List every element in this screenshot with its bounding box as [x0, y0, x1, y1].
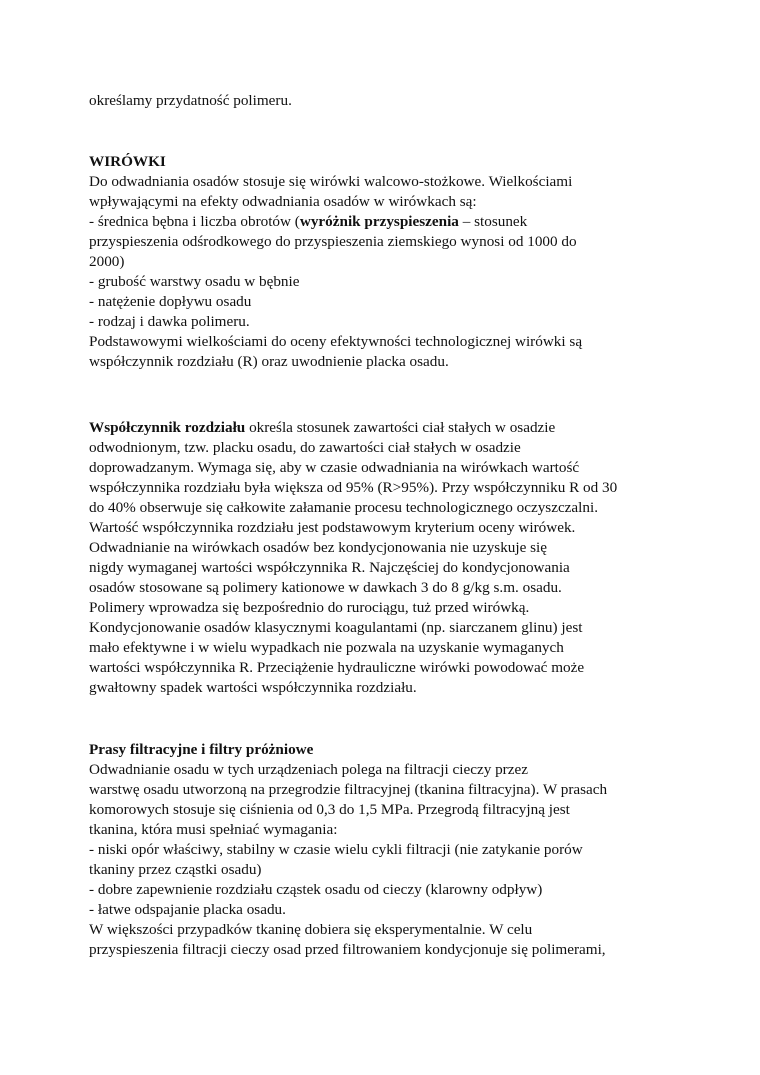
- list-item-line: - dobre zapewnienie rozdziału cząstek osadu od cieczy (klarowny odpływ): [89, 881, 543, 898]
- paragraph-line: przyspieszenia odśrodkowego do przyspieszenia ziemskiego wynosi od 1000 do: [89, 233, 577, 250]
- text-run: – stosunek: [458, 213, 528, 230]
- paragraph-line: doprowadzanym. Wymaga się, aby w czasie odwadniania na wirówkach wartość: [89, 459, 580, 476]
- paragraph-line: wpływającymi na efekty odwadniania osadów w wirówkach są:: [89, 193, 477, 210]
- text-run: - średnica bębna i liczba obrotów (: [89, 213, 300, 230]
- bold-term: wyróżnik przyspieszenia: [299, 213, 459, 230]
- paragraph-line: Podstawowymi wielkościami do oceny efektywności technologicznej wirówki są: [89, 333, 583, 350]
- paragraph-line: W większości przypadków tkaninę dobiera się eksperymentalnie. W celu: [89, 921, 533, 938]
- paragraph-line: wartości współczynnika R. Przeciążenie hydrauliczne wirówki powodować może: [89, 659, 585, 676]
- paragraph-line: tkaniny przez cząstki osadu): [89, 861, 262, 878]
- paragraph-line: [89, 418, 555, 438]
- paragraph-line: Polimery wprowadza się bezpośrednio do rurociągu, tuż przed wirówką.: [89, 599, 530, 616]
- paragraph-line: osadów stosowane są polimery kationowe w dawkach 3 do 8 g/kg s.m. osadu.: [89, 579, 562, 596]
- paragraph-line: komorowych stosuje się ciśnienia od 0,3 do 1,5 MPa. Przegrodą filtracyjną jest: [89, 801, 570, 818]
- paragraph-line: określamy przydatność polimeru.: [89, 92, 292, 109]
- text-run: określa stosunek zawartości ciał stałych w osadzie: [245, 419, 556, 436]
- paragraph-line: współczynnika rozdziału była większa od 95% (R>95%). Przy współczynniku R od 30: [89, 479, 618, 496]
- paragraph-line: Odwadnianie na wirówkach osadów bez kondycjonowania nie uzyskuje się: [89, 539, 548, 556]
- paragraph-line: Wartość współczynnika rozdziału jest podstawowym kryterium oceny wirówek.: [89, 519, 576, 536]
- list-item-line: - łatwe odspajanie placka osadu.: [89, 901, 286, 918]
- list-item-line: - grubość warstwy osadu w bębnie: [89, 273, 300, 290]
- paragraph-line: do 40% obserwuje się całkowite załamanie procesu technologicznego oczyszczalni.: [89, 499, 598, 516]
- paragraph-line: odwodnionym, tzw. placku osadu, do zawartości ciał stałych w osadzie: [89, 439, 521, 456]
- list-item-line: - rodzaj i dawka polimeru.: [89, 313, 250, 330]
- paragraph-line: 2000): [89, 253, 125, 270]
- paragraph-line: warstwę osadu utworzoną na przegrodzie filtracyjnej (tkanina filtracyjna). W prasach: [89, 781, 608, 798]
- paragraph-line: Odwadnianie osadu w tych urządzeniach polega na filtracji cieczy przez: [89, 761, 528, 778]
- list-item-line: [89, 212, 527, 232]
- paragraph-line: Kondycjonowanie osadów klasycznymi koagulantami (np. siarczanem glinu) jest: [89, 619, 583, 636]
- list-item-line: - natężenie dopływu osadu: [89, 293, 252, 310]
- section-heading-wirowki: WIRÓWKI: [89, 153, 166, 170]
- list-item-line: - niski opór właściwy, stabilny w czasie wielu cykli filtracji (nie zatykanie porów: [89, 841, 583, 858]
- paragraph-line: mało efektywne i w wielu wypadkach nie pozwala na uzyskanie wymaganych: [89, 639, 564, 656]
- section-heading-prasy: Prasy filtracyjne i filtry próżniowe: [89, 741, 314, 758]
- paragraph-line: przyspieszenia filtracji cieczy osad przed filtrowaniem kondycjonuje się polimerami,: [89, 941, 606, 958]
- paragraph-line: tkanina, która musi spełniać wymagania:: [89, 821, 338, 838]
- paragraph-line: nigdy wymaganej wartości współczynnika R. Najczęściej do kondycjonowania: [89, 559, 570, 576]
- paragraph-line: współczynnik rozdziału (R) oraz uwodnienie placka osadu.: [89, 353, 449, 370]
- bold-term: Współczynnik rozdziału: [89, 419, 246, 436]
- paragraph-line: Do odwadniania osadów stosuje się wirówki walcowo-stożkowe. Wielkościami: [89, 173, 573, 190]
- paragraph-line: gwałtowny spadek wartości współczynnika rozdziału.: [89, 679, 417, 696]
